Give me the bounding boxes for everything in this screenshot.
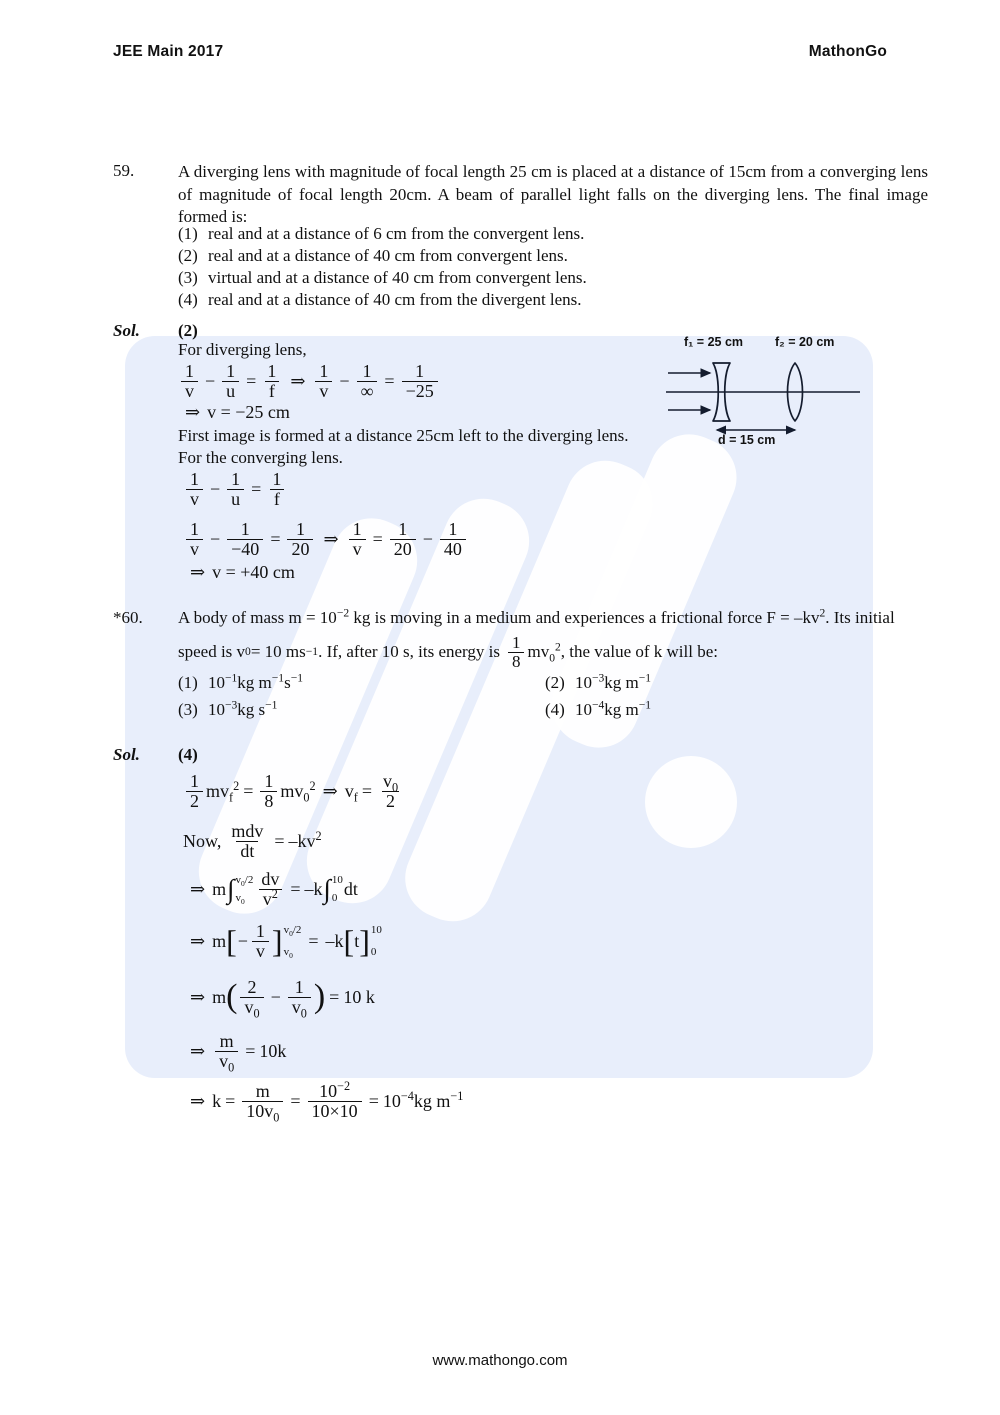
eq-num: mdv [231,821,264,841]
solution-59-label: Sol. [113,321,140,340]
question-59-option-1[interactable] [178,224,584,244]
bracket-right: ] [359,923,370,960]
eq-den: $v^2$ [259,889,282,909]
now-label: Now, [183,830,222,851]
stem-mv-term [527,640,561,665]
mv-exponent: 2 [233,778,240,793]
integral-symbol: ∫ [323,873,331,904]
stem-text-c: . Its initial [825,608,895,627]
header-brand: MathonGo [808,43,887,60]
eq-den: −40 [227,539,263,559]
result-base: 10 [382,1090,401,1111]
result-unit: kg m [413,1090,451,1111]
option-unit-2: s [284,673,291,692]
eq-num: 1 [352,519,362,539]
implies-arrow: ⇒ [185,402,201,422]
stem-text-d: speed is v [178,642,246,662]
option-text: virtual and at a distance of 40 cm from convergent lens. [208,268,587,287]
eq-num: 1 [190,469,199,489]
equals-sign: = [245,1040,256,1061]
neg-k-symbol: –k [304,878,323,899]
mv-exponent: 2 [309,778,316,793]
eq-den: v [186,489,203,509]
minus-sign: − [210,528,221,549]
mv-subscript: 0 [303,790,310,805]
stem-exponent-b: 2 [819,606,826,620]
result-unit-exponent: −1 [450,1088,464,1103]
option-unit-exponent: −1 [271,671,285,685]
eq-num: 1 [272,469,282,489]
mv-subscript: 0 [549,651,555,665]
eq-den: v [252,941,269,961]
eq-num: 1 [319,361,329,381]
bracket-group-1 [226,922,301,961]
bracket-group-2 [344,924,382,958]
option-index: (1) [178,673,198,692]
solution-60-equation-3 [183,870,358,909]
dt-term: dt [343,878,358,899]
eq-den: v [186,539,203,559]
option-base: 10 [208,700,225,719]
mass-symbol: m [212,986,227,1007]
rhs-exponent: 2 [315,828,322,843]
focal-length-2-label: f₂ = 20 cm [775,335,835,349]
integral-upper-limit: 10 [331,874,343,887]
solution-60-equation-6 [183,1031,287,1075]
eq-den: 8 [508,652,525,671]
question-60-option-1[interactable] [178,673,303,693]
solution-59-line-3: First image is formed at a distance 25cm left to the diverging lens. [178,426,629,445]
final-result [382,1088,464,1112]
eq-num: 1 [190,519,199,539]
eq-num: 1 [398,519,408,539]
option-index: (1) [178,224,198,243]
footer-url: www.mathongo.com [432,1352,568,1369]
paren-right: ) [313,978,326,1016]
v-base: v [344,780,354,801]
eq-den: $v_0$ [288,997,311,1017]
option-unit-exponent: −1 [265,698,278,712]
eq-num: m [255,1081,270,1101]
option-unit-exponent: −1 [638,698,652,712]
implies-arrow: ⇒ [190,930,206,951]
option-index: (2) [178,246,198,265]
eq-num: 1 [185,361,194,381]
integral-upper-limit: $v_0/2$ [235,874,254,889]
option-unit: kg m [604,673,639,692]
implies-arrow: ⇒ [190,1040,206,1061]
neg-k-symbol: –k [325,930,344,951]
stem-text-f: . If, after 10 s, its energy is [318,642,500,662]
bracket-lower-limit: $v_0$ [283,946,293,961]
stem-text-g: , the value of k will be: [560,642,718,662]
mv-base: mv [206,780,230,801]
eq-num: $10^{-2}$ [319,1079,351,1101]
question-60-stem-line-1 [178,608,895,628]
eq-den: dt [236,841,258,861]
option-unit-exponent: −1 [638,671,652,685]
eq-den: f [270,489,284,509]
stem-text-a: A body of mass m = 10 [178,608,337,627]
option-exponent: −1 [225,671,238,685]
paren-left: ( [226,978,238,1016]
bracket-upper-limit: $v_0/2$ [283,924,302,939]
question-59-option-4[interactable] [178,290,582,310]
question-60-option-4[interactable] [545,700,651,720]
question-59-number: 59. [113,161,135,180]
header-exam-title: JEE Main 2017 [113,43,224,60]
option-index: (2) [545,673,565,692]
eq-num [379,771,402,795]
eq-den: $10v_0$ [242,1101,283,1121]
question-60-option-2[interactable] [545,673,651,693]
equals-sign: = [243,780,254,801]
solution-59-line-5 [183,562,295,583]
option-text: real and at a distance of 6 cm from the convergent lens. [208,224,585,243]
implies-arrow: ⇒ [290,370,306,391]
rhs-value: 10 k [343,986,375,1007]
solution-60-equation-7 [183,1079,464,1125]
minus-sign: − [210,478,221,499]
question-60-option-3[interactable] [178,700,277,720]
option-unit-exponent-2: −1 [290,671,303,685]
solution-60-equation-1 [183,772,405,811]
eq-num: 1 [264,771,274,791]
rhs-term [288,828,322,852]
eq-den: 40 [440,539,466,559]
eq-num: dv [261,869,280,889]
equals-sign: = [308,930,319,951]
solution-59-line-4: For the converging lens. [178,448,343,467]
equals-sign: = [329,986,340,1007]
mv-base: mv [527,642,550,662]
bracket-lower-limit: 0 [370,946,377,959]
option-index: (4) [178,290,198,309]
option-text: real and at a distance of 40 cm from the divergent lens. [208,290,582,309]
option-unit: kg s [237,700,266,719]
minus-sign: − [237,930,248,951]
option-base: 10 [575,700,592,719]
eq-num: 1 [255,921,265,941]
implies-arrow: ⇒ [190,986,206,1007]
rhs-base: –kv [288,830,316,851]
eq-num: 1 [448,519,458,539]
equals-sign: = [368,1090,379,1111]
eq-den: 10×10 [308,1101,362,1121]
v-base: v [382,771,392,791]
bracket-right: ] [271,923,283,960]
integral-2 [323,874,342,904]
question-59-stem: A diverging lens with magnitude of focal length 25 cm is placed at a distance of 15cm from a converging lens of magnitude of focal length 20cm. A beam of parallel light falls on the diverging lens. The final image formed is: [178,162,928,227]
mass-symbol: m [212,878,227,899]
option-unit: kg m [604,700,639,719]
solution-59-equation-2 [183,470,288,509]
question-60-number: *60. [113,608,143,627]
eq-den: u [222,381,239,401]
equals-sign: = [372,528,383,549]
rhs-value: 10k [259,1040,287,1061]
line-text: v = −25 cm [207,402,290,422]
solution-59-equation-1 [178,362,441,401]
mv-subscript: f [229,790,234,805]
solution-59-answer: (2) [178,321,198,340]
option-unit: kg m [237,673,272,692]
solution-60-equation-2 [183,822,322,861]
solution-60-answer: (4) [178,745,198,764]
implies-arrow: ⇒ [190,562,206,582]
eq-den: f [265,381,279,401]
eq-num: 1 [231,469,241,489]
option-text: real and at a distance of 40 cm from convergent lens. [208,246,568,265]
eq-num: m [219,1031,234,1051]
eq-den: 2 [186,791,203,811]
eq-num: 1 [190,771,199,791]
integral-lower-limit: 0 [331,892,338,905]
eq-den: −25 [402,381,438,401]
solution-59-equation-3 [183,520,469,559]
k-symbol: k [212,1090,222,1111]
eq-den: 20 [390,539,416,559]
solution-60-equation-4 [183,922,382,961]
mv-f-term [206,778,240,805]
option-base: 10 [575,673,592,692]
bracket-upper-limit: 10 [370,924,382,937]
equals-sign: = [361,780,372,801]
eq-num: 1 [295,519,305,539]
option-base: 10 [208,673,225,692]
minus-sign: − [422,528,433,549]
equals-sign: = [290,878,301,899]
lens-separation-label: d = 15 cm [718,433,776,447]
option-index: (3) [178,700,198,719]
eq-den: ∞ [357,381,378,401]
eq-den: v [349,539,366,559]
equals-sign: = [251,478,262,499]
eq-den: v [315,381,332,401]
vf-term [344,780,358,805]
eq-den: v [181,381,198,401]
focal-length-1-label: f₁ = 25 cm [684,335,744,349]
integral-symbol: ∫ [227,873,235,904]
eq-num: 1 [267,361,277,381]
result-exponent: −4 [400,1088,414,1103]
eq-den: $v_0$ [215,1051,238,1071]
stem-text-b: kg is moving in a medium and experiences a frictional force F = –kv [349,608,820,627]
option-exponent: −4 [592,698,605,712]
line-text: v = +40 cm [212,562,295,582]
implies-arrow: ⇒ [322,780,338,801]
mv-exponent: 2 [555,640,561,654]
equals-sign: = [384,370,395,391]
implies-arrow: ⇒ [190,1090,206,1111]
question-59-option-2[interactable] [178,246,568,266]
stem-text-e: = 10 ms [250,642,306,662]
implies-arrow: ⇒ [323,528,339,549]
solution-60-equation-5 [183,977,375,1021]
eq-num: 1 [511,633,521,652]
solution-59-line-2 [178,402,290,423]
v-subscript: 0 [391,780,399,795]
eq-num: 1 [294,977,304,997]
optics-figure [660,330,870,450]
option-index: (3) [178,268,198,287]
eq-num: 1 [415,361,425,381]
eq-den: u [227,489,244,509]
option-exponent: −3 [225,698,238,712]
option-exponent: −3 [592,671,605,685]
eq-den: 20 [287,539,313,559]
v-subscript: f [353,790,358,805]
minus-sign: − [270,986,281,1007]
bracket-left: [ [226,923,237,960]
integral-lower-limit: $v_0$ [235,892,245,907]
minus-sign: − [205,370,216,391]
eq-num: 1 [226,361,236,381]
page-footer [0,1352,1000,1369]
bracket-left: [ [343,923,355,960]
eq-den: $v_0$ [240,997,263,1017]
eq-den: 8 [260,791,277,811]
eq-num: 1 [362,361,372,381]
solution-59-line-1: For diverging lens, [178,340,307,359]
integral-1 [227,873,254,907]
mv-base: mv [280,780,304,801]
mv-0-term [280,778,316,805]
equals-sign: = [225,1090,236,1111]
mass-symbol: m [212,930,227,951]
question-60-stem-line-2: speed is v 0 = 10 ms −1 . If, after 10 s, its energy is $\frac{1}{8}$ $mv_0^2$ , the value of k will be: [178,633,718,671]
minus-sign: − [339,370,350,391]
equals-sign: = [270,528,281,549]
eq-num: 1 [240,519,250,539]
solution-60-label: Sol. [113,745,140,764]
eq-den: 2 [382,791,399,811]
time-symbol: t [354,930,360,951]
question-59-option-3[interactable] [178,268,587,288]
equals-sign: = [290,1090,301,1111]
equals-sign: = [246,370,257,391]
implies-arrow: ⇒ [190,878,206,899]
stem-exponent-a: −2 [336,606,350,620]
equals-sign: = [274,830,285,851]
option-index: (4) [545,700,565,719]
eq-num: 2 [247,977,257,997]
